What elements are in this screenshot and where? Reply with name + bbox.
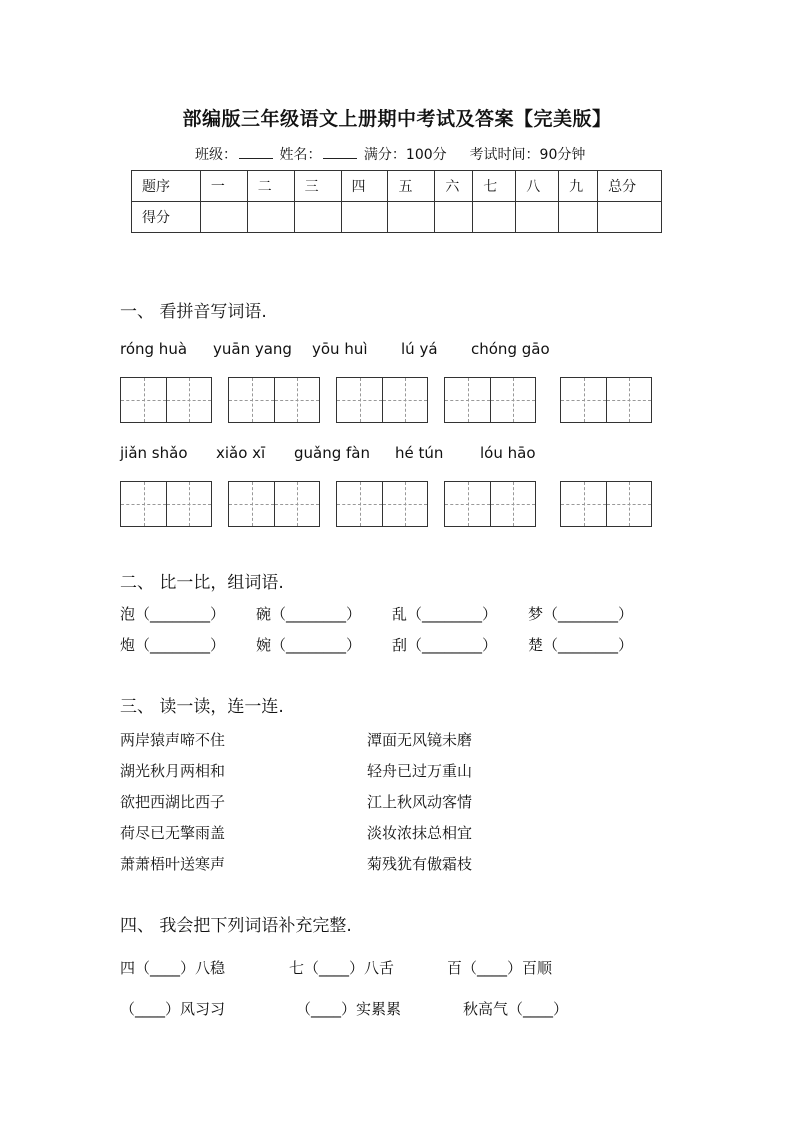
full-score: 满分：100分 (363, 147, 447, 163)
table-header-cell: 题序 (132, 171, 201, 202)
pinyin-label: xiǎo xī (216, 444, 266, 462)
poem-line-right[interactable]: 潭面无风镜未磨 (367, 731, 473, 749)
poem-line-left[interactable]: 湖光秋月两相和 (120, 762, 226, 780)
poem-line-left[interactable]: 萧萧梧叶送寒声 (120, 855, 226, 873)
idiom-fill-item[interactable]: 四（____）八稳 (120, 959, 226, 977)
pinyin-label: yōu huì (312, 340, 368, 358)
poem-line-right[interactable]: 江上秋风动客情 (367, 793, 473, 811)
score-cell[interactable] (559, 202, 598, 233)
pinyin-label: jiǎn shǎo (120, 444, 188, 462)
section3-title: 三、 读一读，连一连. (120, 697, 284, 717)
name-label: 姓名： (279, 147, 322, 163)
table-header-cell: 三 (294, 171, 341, 202)
writing-grid[interactable] (444, 377, 536, 423)
poem-line-right[interactable]: 菊残犹有傲霜枝 (367, 855, 473, 873)
word-compare-item[interactable]: 炮（________） (120, 636, 226, 654)
pinyin-label: guǎng fàn (294, 444, 370, 462)
table-header-cell: 七 (473, 171, 516, 202)
pinyin-label: lóu hāo (480, 444, 536, 462)
writing-grid[interactable] (560, 377, 652, 423)
table-header-cell: 一 (200, 171, 247, 202)
writing-grid[interactable] (228, 481, 320, 527)
section1-title: 一、 看拼音写词语. (120, 302, 267, 322)
writing-grid[interactable] (120, 377, 212, 423)
score-cell[interactable] (435, 202, 473, 233)
pinyin-label: chóng gāo (471, 340, 550, 358)
poem-line-left[interactable]: 欲把西湖比西子 (120, 793, 226, 811)
writing-grid[interactable] (336, 481, 428, 527)
word-compare-item[interactable]: 刮（________） (392, 636, 498, 654)
exam-info (195, 144, 585, 164)
pinyin-label: róng huà (120, 340, 188, 358)
writing-grid[interactable] (560, 481, 652, 527)
table-header-cell: 四 (341, 171, 388, 202)
writing-grid[interactable] (120, 481, 212, 527)
score-cell[interactable] (294, 202, 341, 233)
score-cell[interactable] (598, 202, 662, 233)
exam-time: 考试时间：90分钟 (469, 147, 586, 163)
score-table (131, 170, 662, 233)
class-blank[interactable] (239, 146, 273, 159)
score-cell[interactable] (473, 202, 516, 233)
section4-title: 四、 我会把下列词语补充完整. (120, 916, 352, 936)
table-header-cell: 六 (435, 171, 473, 202)
idiom-fill-item[interactable]: 秋高气（____） (463, 1000, 569, 1018)
score-cell[interactable] (388, 202, 435, 233)
idiom-fill-item[interactable]: 七（____）八舌 (289, 959, 395, 977)
score-cell[interactable] (200, 202, 247, 233)
word-compare-item[interactable]: 梦（________） (528, 605, 634, 623)
table-header-cell: 总分 (598, 171, 662, 202)
word-compare-item[interactable]: 泡（________） (120, 605, 226, 623)
poem-line-left[interactable]: 两岸猿声啼不住 (120, 731, 226, 749)
idiom-fill-item[interactable]: 百（____）百顺 (447, 959, 553, 977)
poem-line-right[interactable]: 淡妆浓抹总相宜 (367, 824, 473, 842)
pinyin-label: lú yá (401, 340, 438, 358)
word-compare-item[interactable]: 楚（________） (528, 636, 634, 654)
table-header-cell: 五 (388, 171, 435, 202)
page-title: 部编版三年级语文上册期中考试及答案【完美版】 (182, 108, 612, 130)
table-header-cell: 九 (559, 171, 598, 202)
poem-line-right[interactable]: 轻舟已过万重山 (367, 762, 473, 780)
table-header-cell: 二 (247, 171, 294, 202)
word-compare-item[interactable]: 乱（________） (392, 605, 498, 623)
pinyin-label: hé tún (395, 444, 444, 462)
pinyin-label: yuān yang (213, 340, 292, 358)
score-cell[interactable] (247, 202, 294, 233)
name-blank[interactable] (323, 146, 357, 159)
writing-grid[interactable] (336, 377, 428, 423)
score-row-label: 得分 (132, 202, 201, 233)
poem-line-left[interactable]: 荷尽已无擎雨盖 (120, 824, 226, 842)
score-cell[interactable] (341, 202, 388, 233)
score-table-header-row (132, 171, 662, 202)
score-cell[interactable] (516, 202, 559, 233)
word-compare-item[interactable]: 碗（________） (256, 605, 362, 623)
idiom-fill-item[interactable]: （____）实累累 (296, 1000, 402, 1018)
class-label: 班级： (195, 147, 237, 163)
table-header-cell: 八 (516, 171, 559, 202)
score-table-score-row (132, 202, 662, 233)
section2-title: 二、 比一比，组词语. (120, 573, 284, 593)
writing-grid[interactable] (444, 481, 536, 527)
word-compare-item[interactable]: 婉（________） (256, 636, 362, 654)
writing-grid[interactable] (228, 377, 320, 423)
idiom-fill-item[interactable]: （____）风习习 (120, 1000, 226, 1018)
